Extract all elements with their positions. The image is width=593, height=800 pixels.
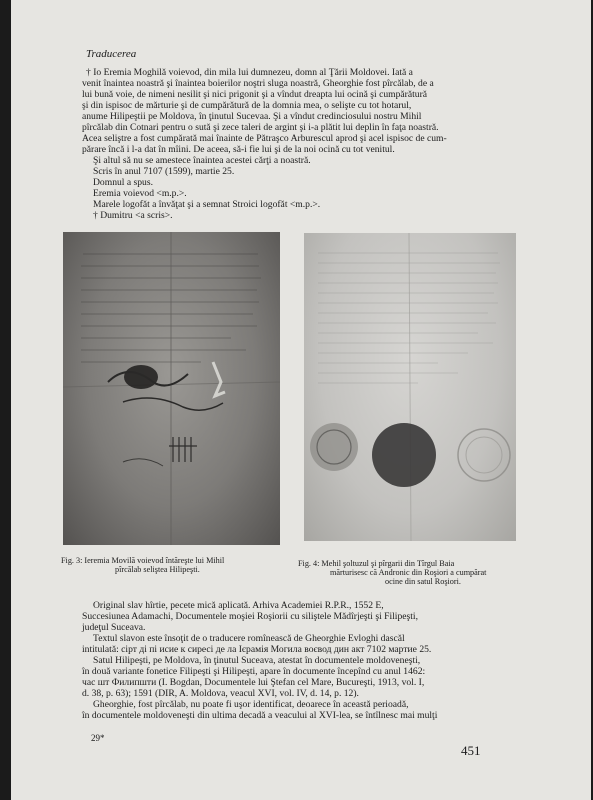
translation-line: Marele logofăt a învăţat şi a semnat Stroici logofăt <m.p.>. (93, 199, 321, 210)
translation-line: Eremia voievod <m.p.>. (93, 188, 187, 199)
translation-line: Acea seliştre a fost cumpărată mai înainte de Pătraşco Arburescul aprod şi acel ispisoc de cum- (82, 133, 447, 144)
fig3-photo (63, 232, 280, 545)
translation-line: † Io Eremia Moghilă voievod, din mila lui dumnezeu, domn al Ţării Moldovei. Iată a (86, 67, 413, 78)
body-line: час шт Филипшти (I. Bogdan, Documentele lui Ştefan cel Mare, Bucureşti, 1913, vol. I, (82, 677, 425, 688)
translation-line: părare încă i l-a dat în mîini. De aceea, să-i fie lui şi de la noi ocină cu tot venitul. (82, 144, 395, 155)
signature-mark: 29* (91, 733, 105, 743)
body-line: Original slav hîrtie, pecete mică aplicată. Arhiva Academiei R.P.R., 1552 E, (93, 600, 384, 611)
book-page (11, 0, 591, 800)
body-line: Gheorghie, fost pîrcălab, nu poate fi uşor identificat, deoarece în această perioadă, (93, 699, 409, 710)
fig3-caption: pîrcălab seliştea Hilipeşti. (115, 565, 200, 574)
translation-line: pîrcălab din Cotnari pentru o sută şi zece taleri de argint şi i-a plătit lui deplin în faţa noastră. (82, 122, 439, 133)
body-line: în două variante fonetice Filipeşti şi Hilipeşti, apare în documente începînd cu anul 1462: (82, 666, 426, 677)
manuscript-image (63, 232, 280, 545)
translation-line: anume Hilipeştii pe Moldova, în ţinutul Sucevaa. Şi a vîndut credinciosului nostru Mihil (82, 111, 422, 122)
body-line: Satul Hilipeşti, pe Moldova, în ţinutul Suceava, atestat în documentele moldoveneşti, (93, 655, 421, 666)
fig3-caption: Fig. 3: Ieremia Movilă voievod întăreşte lui Mihil (61, 556, 225, 565)
translation-line: † Dumitru <a scris>. (93, 210, 173, 221)
translation-line: Scris în anul 7107 (1599), martie 25. (93, 166, 235, 177)
fig4-photo (304, 233, 516, 541)
body-line: în documentele moldoveneşti din ultima decadă a veacului al XVI-lea, se întîlnesc mai mulţi (82, 710, 438, 721)
fig4-caption: Fig. 4: Mehil şoltuzul şi pîrgarii din Tîrgul Baia (298, 559, 455, 568)
fig4-caption: ocine din satul Roşiori. (385, 577, 461, 586)
body-line: judeţul Suceava. (82, 622, 146, 633)
body-line: intitulată: сірт ді пі исие к сиресі де ла Ієрамія Могила воєвод дин акт 7102 мартие 25. (82, 644, 432, 655)
translation-line: venit înaintea noastră şi înaintea boierilor noştri sluga noastră, Gheorghie fost pîrcălab, de a (82, 78, 434, 89)
page-number: 451 (461, 743, 481, 758)
translation-line: şi din ispisoc de mărturie şi de cumpărătură de la domnia mea, o selişte cu tot hotarul, (82, 100, 412, 111)
translation-line: lui bună voie, de nimeni nesilit şi nici prigonit şi a vîndut dreapta lui ocină şi cumpărătură (82, 89, 428, 100)
seal-center-icon (372, 423, 436, 487)
fig4-caption: mărturisesc că Andronic din Roşiori a cumpărat (330, 568, 487, 577)
body-line: Textul slavon este însoţit de o traducere romînească de Gheorghie Evloghi dascăl (93, 633, 405, 644)
translation-line: Şi altul să nu se amestece înaintea acestei cărţi a noastră. (93, 155, 311, 166)
body-line: d. 38, p. 63); 1591 (DIR, A. Moldova, veacul XVI, vol. IV, d. 14, p. 12). (82, 688, 359, 699)
section-heading: Traducerea (86, 48, 137, 60)
body-line: Succesiunea Adamachi, Documentele moşiei Roşiorii cu siliştele Mădîrjeşti şi Filipeşti, (82, 611, 418, 622)
document-image (304, 233, 516, 541)
translation-line: Domnul a spus. (93, 177, 153, 188)
